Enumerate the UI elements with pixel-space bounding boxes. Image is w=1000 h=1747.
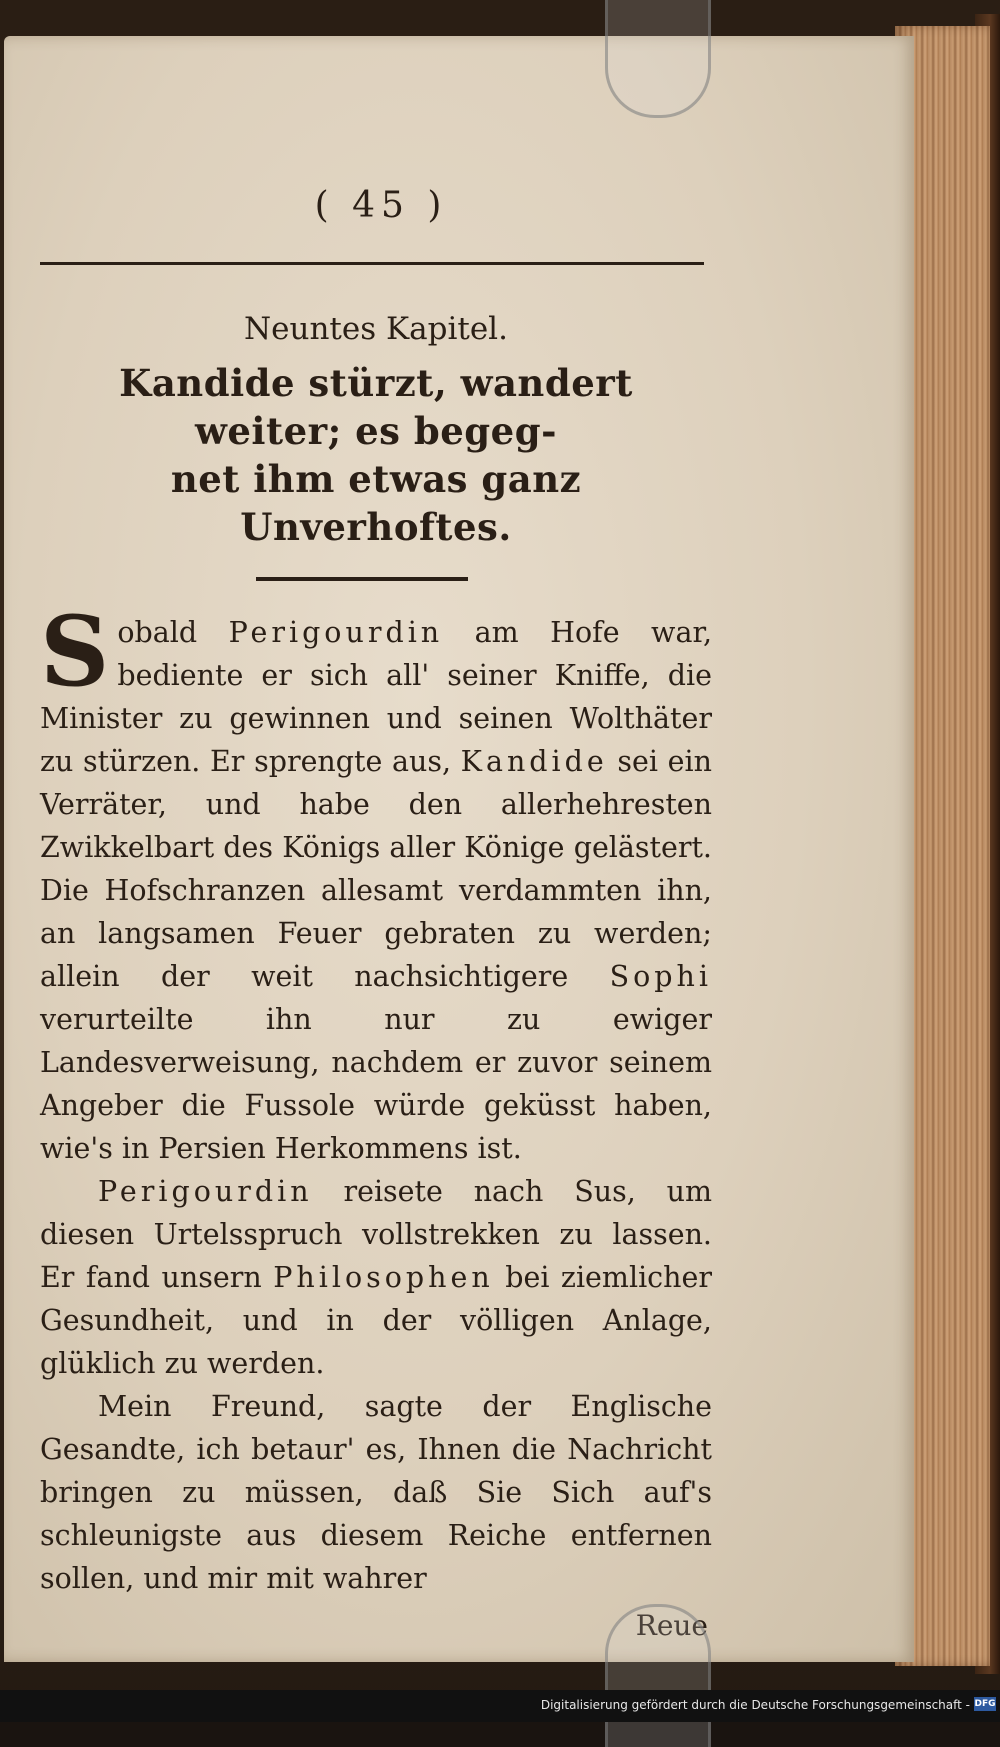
page-clip-bottom	[605, 1604, 711, 1747]
text-run: obald	[117, 616, 229, 649]
chapter-summary	[40, 359, 712, 551]
section-rule	[256, 577, 468, 581]
book-page	[4, 36, 914, 1662]
spaced-name: Perigourdin	[98, 1175, 313, 1208]
drop-cap: S	[40, 595, 110, 708]
catchword: Reue	[635, 1609, 708, 1642]
page-clip-top	[605, 0, 711, 118]
spaced-name: Sophi	[609, 960, 712, 993]
paragraph-2	[40, 1170, 712, 1385]
text-run: verurteilte ihn nur zu ewiger Landesverweisung, nachdem er zuvor seinem Angeber die Fussole würde geküsst haben, wie's in Persien Herkommens ist.	[40, 1003, 712, 1165]
text-run: Mein Freund, sagte der Englische Gesandte, ich betaur' es, Ihnen die Nachricht bringen zu müssen, daß Sie Sich auf's schleunigste aus diesem Reiche entfernen sollen, und mir mit wahrer	[40, 1390, 712, 1595]
spaced-name: Philosophen	[273, 1261, 494, 1294]
spaced-name: Perigourdin	[228, 616, 444, 649]
paragraph-3	[40, 1385, 712, 1600]
digitization-credit: Digitalisierung gefördert durch die Deutsche Forschungsgemeinschaft -	[540, 1698, 970, 1712]
text-run: reisete nach Sus, um diesen Urtelsspruch vollstrekken zu lassen. Er fand unsern	[40, 1175, 712, 1294]
chapter-summary-line-2: net ihm etwas ganz Unverhoftes.	[170, 457, 582, 549]
chapter-summary-line-1: Kandide stürzt, wandert weiter; es begeg-	[119, 361, 633, 453]
header-rule	[40, 262, 704, 265]
spaced-name: Kandide	[460, 745, 608, 778]
dfg-logo: DFG	[974, 1699, 996, 1709]
paragraph-1	[40, 595, 713, 1170]
body-text	[40, 595, 713, 1647]
text-run: sei ein Verräter, und habe den allerhehresten Zwikkelbart des Königs aller Könige gelästert. Die Hofschranzen allesamt verdammten ihn, an langsamen Feuer gebraten zu werden; allein der weit nachsichtigere	[40, 745, 713, 993]
paragraph-1-text	[40, 616, 712, 1165]
text-run: bei ziemlicher Gesundheit, und in der völligen Anlage, glüklich zu werden.	[40, 1261, 712, 1380]
chapter-title: Neuntes Kapitel.	[244, 311, 508, 347]
page-number: ( 45 )	[314, 185, 448, 226]
page-text	[40, 176, 712, 1647]
text-run: am Hofe war, bediente er sich all' seiner Kniffe, die Minister zu gewinnen und seinen Wolthäter zu stürzen. Er sprengte aus,	[40, 616, 712, 778]
